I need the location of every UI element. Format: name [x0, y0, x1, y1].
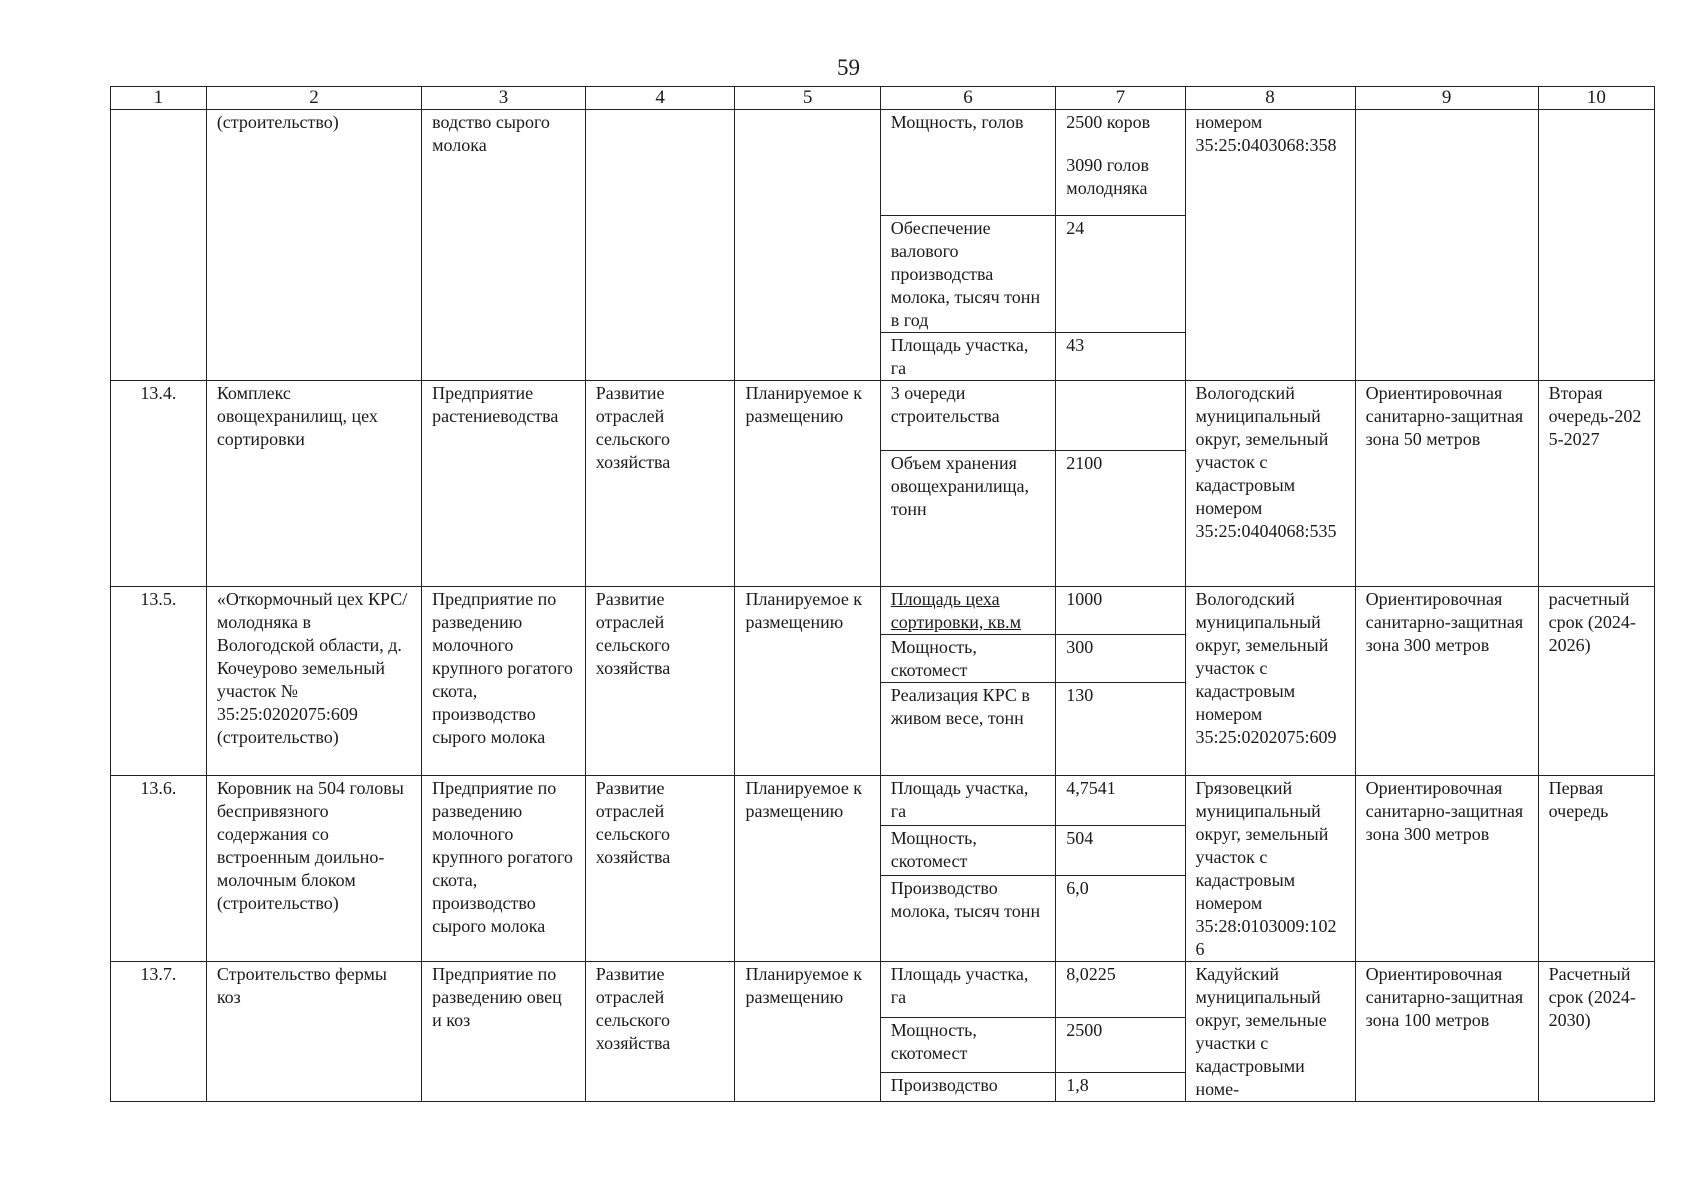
- cell-indicator-value: 43: [1056, 333, 1185, 381]
- table-row: [111, 776, 1655, 826]
- table-row: [111, 587, 1655, 635]
- cell-term: [1538, 110, 1654, 381]
- cell-num: 13.4.: [111, 381, 207, 587]
- cell-indicator-value: 1,8: [1056, 1073, 1185, 1102]
- column-header: 1: [111, 87, 207, 110]
- cell-goal: [585, 110, 735, 381]
- cell-zone: Ориентировочная санитарно-защитная зона 300 метров: [1355, 776, 1538, 962]
- cell-indicator-label: Площадь участка, га: [880, 776, 1056, 826]
- cell-term: расчетный срок (2024-2026): [1538, 587, 1654, 776]
- column-header: 8: [1185, 87, 1355, 110]
- cell-goal: Развитие отраслей сельского хозяйства: [585, 381, 735, 587]
- cell-num: 13.7.: [111, 962, 207, 1102]
- cell-goal: Развитие отраслей сельского хозяйства: [585, 776, 735, 962]
- column-header: 4: [585, 87, 735, 110]
- cell-zone: [1355, 110, 1538, 381]
- cell-enterprise: Предприятие по разведению молочного крупного рогатого скота, производство сырого молока: [422, 587, 586, 776]
- cell-indicator-value: [1056, 110, 1185, 216]
- cell-enterprise: Предприятие растениеводства: [422, 381, 586, 587]
- cell-num: 13.6.: [111, 776, 207, 962]
- cell-indicator-value: 504: [1056, 825, 1185, 875]
- table-row: [111, 381, 1655, 451]
- cell-term: Расчетный срок (2024-2030): [1538, 962, 1654, 1102]
- cell-zone: Ориентировочная санитарно-защитная зона 100 метров: [1355, 962, 1538, 1102]
- cell-indicator-value: 2500: [1056, 1017, 1185, 1073]
- cell-indicator-value: 1000: [1056, 587, 1185, 635]
- value-young: 3090 голов молодняка: [1066, 155, 1149, 198]
- cell-status: Планируемое к размещению: [735, 381, 880, 587]
- cell-object-name: Коровник на 504 головы беспривязного содержания со встроенным доильно-молочным блоком (строительство): [206, 776, 421, 962]
- cell-num: [111, 110, 207, 381]
- cell-object-name: (строительство): [206, 110, 421, 381]
- cell-indicator-label: Площадь участка, га: [880, 333, 1056, 381]
- cell-location: Вологодский муниципальный округ, земельный участок с кадастровым номером 35:25:0202075:609: [1185, 587, 1355, 776]
- cell-indicator-label: Мощность, голов: [880, 110, 1056, 216]
- cell-indicator-value: 130: [1056, 683, 1185, 776]
- page-number: 59: [837, 55, 860, 80]
- cell-term: Первая очередь: [1538, 776, 1654, 962]
- cell-term: Вторая очередь-2025-2027: [1538, 381, 1654, 587]
- cell-indicator-label: Мощность, скотомест: [880, 635, 1056, 683]
- column-header: 7: [1056, 87, 1185, 110]
- cell-indicator-value: 4,7541: [1056, 776, 1185, 826]
- cell-zone: Ориентировочная санитарно-защитная зона 300 метров: [1355, 587, 1538, 776]
- cell-location: Грязовецкий муниципальный округ, земельный участок с кадастровым номером 35:28:0103009:1026: [1185, 776, 1355, 962]
- cell-status: Планируемое к размещению: [735, 962, 880, 1102]
- cell-indicator-label: Мощность, скотомест: [880, 825, 1056, 875]
- cell-status: Планируемое к размещению: [735, 587, 880, 776]
- cell-status: Планируемое к размещению: [735, 776, 880, 962]
- cell-indicator-label: Реализация КРС в живом весе, тонн: [880, 683, 1056, 776]
- cell-object-name: Строительство фермы коз: [206, 962, 421, 1102]
- cell-indicator-label: Производство молока, тысяч тонн: [880, 875, 1056, 961]
- column-header: 3: [422, 87, 586, 110]
- cell-zone: Ориентировочная санитарно-защитная зона 50 метров: [1355, 381, 1538, 587]
- cell-indicator-value: 2100: [1056, 451, 1185, 587]
- cell-enterprise: водство сырого молока: [422, 110, 586, 381]
- cell-location: Кадуйский муниципальный округ, земельные участки с кадастровыми номе-: [1185, 962, 1355, 1102]
- cell-goal: Развитие отраслей сельского хозяйства: [585, 962, 735, 1102]
- planning-table: [110, 86, 1655, 1102]
- cell-status: [735, 110, 880, 381]
- cell-indicator-label: Объем хранения овощехранилища, тонн: [880, 451, 1056, 587]
- column-header: 6: [880, 87, 1056, 110]
- column-header: 2: [206, 87, 421, 110]
- cell-indicator-label: [880, 587, 1056, 635]
- column-header: 10: [1538, 87, 1654, 110]
- cell-indicator-value: [1056, 381, 1185, 451]
- cell-enterprise: Предприятие по разведению овец и коз: [422, 962, 586, 1102]
- cell-indicator-value: 24: [1056, 216, 1185, 333]
- cell-indicator-label: Производство: [880, 1073, 1056, 1102]
- table-row: [111, 962, 1655, 1018]
- cell-indicator-value: 300: [1056, 635, 1185, 683]
- cell-indicator-label: Площадь участка, га: [880, 962, 1056, 1018]
- indicator-label-text: Площадь цеха сортировки, кв.м: [890, 589, 1022, 632]
- cell-enterprise: Предприятие по разведению молочного крупного рогатого скота, производство сырого молока: [422, 776, 586, 962]
- value-cows: 2500 коров: [1066, 112, 1151, 132]
- column-header: 9: [1355, 87, 1538, 110]
- cell-object-name: «Откормочный цех КРС/молодняка в Вологодской области, д. Кочеурово земельный участок № 35:25:0202075:609 (строительство): [206, 587, 421, 776]
- column-header-row: [111, 87, 1655, 110]
- cell-indicator-label: Обеспечение валового производства молока, тысяч тонн в год: [880, 216, 1056, 333]
- cell-indicator-label: 3 очереди строительства: [880, 381, 1056, 451]
- cell-indicator-value: 8,0225: [1056, 962, 1185, 1018]
- cell-indicator-value: 6,0: [1056, 875, 1185, 961]
- cell-location: Вологодский муниципальный округ, земельный участок с кадастровым номером 35:25:0404068:535: [1185, 381, 1355, 587]
- column-header: 5: [735, 87, 880, 110]
- cell-goal: Развитие отраслей сельского хозяйства: [585, 587, 735, 776]
- cell-location: номером 35:25:0403068:358: [1185, 110, 1355, 381]
- cell-indicator-label: Мощность, скотомест: [880, 1017, 1056, 1073]
- cell-object-name: Комплекс овощехранилищ, цех сортировки: [206, 381, 421, 587]
- cell-num: 13.5.: [111, 587, 207, 776]
- table-row-continued: [111, 110, 1655, 216]
